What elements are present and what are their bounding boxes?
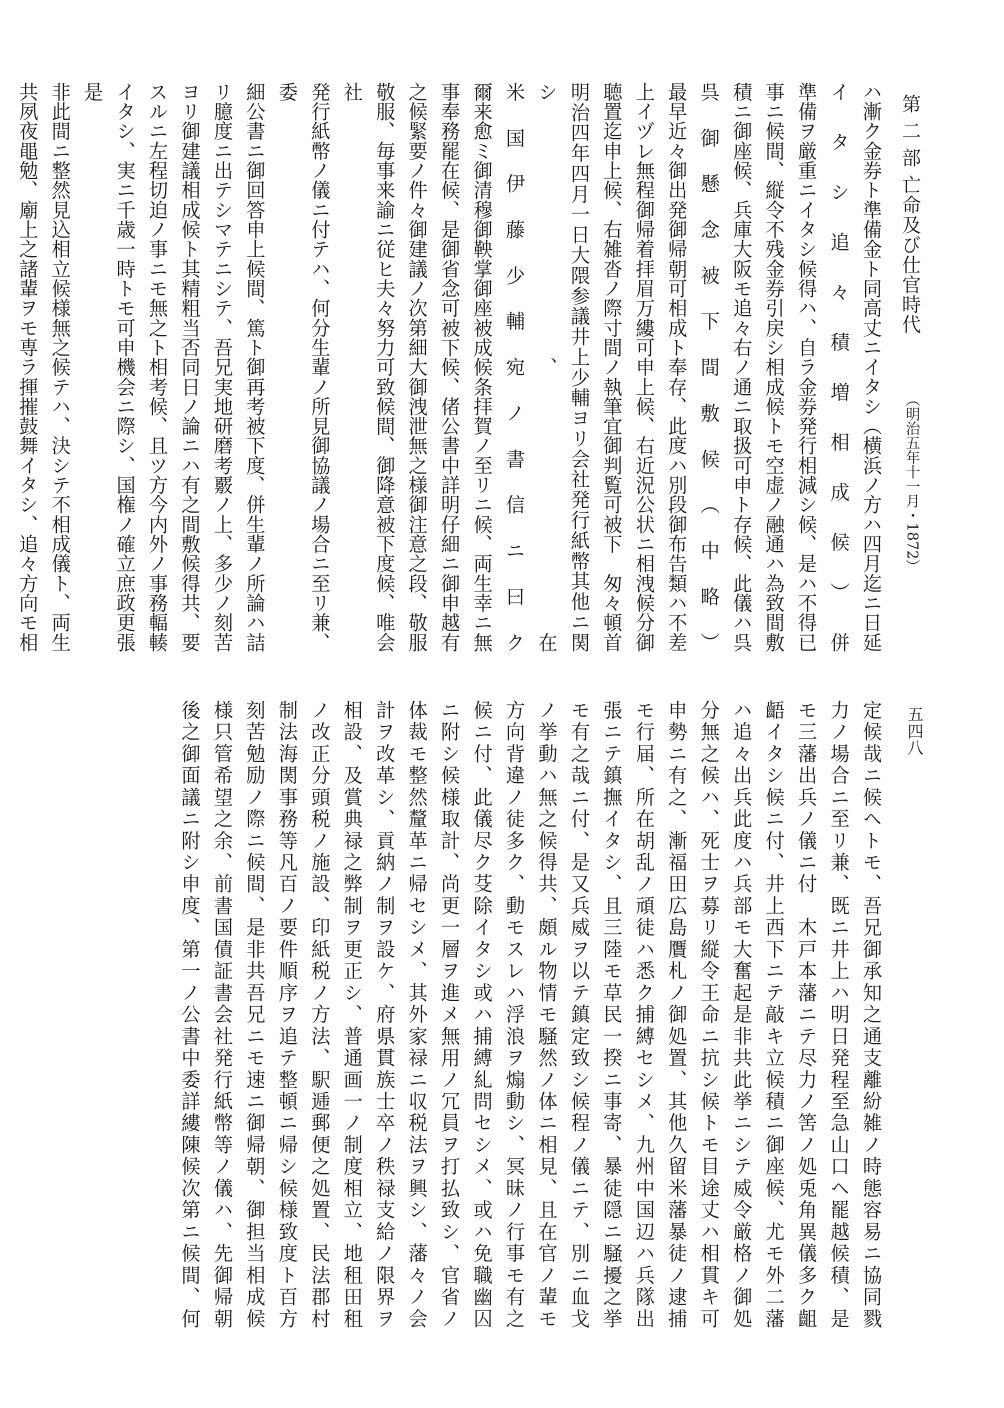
- lower-text-line: モ行届、所在胡乱ノ頑徒ハ悉ク捕縛セシメ、九州中国辺ハ兵隊出: [632, 700, 656, 1328]
- upper-text-line: 米国伊藤少輔宛ノ書信ニ曰ク: [503, 82, 527, 652]
- lower-text-line: 定候哉ニ候ヘトモ、吾兄御承知之通支離紛雑ノ時態容易ニ協同戮: [860, 700, 883, 1328]
- text-block-upper: [16, 82, 887, 652]
- lower-text-line: 相設、及賞典禄之弊制ヲ更正シ、普通画一ノ制度相立、地租田租: [340, 700, 364, 1328]
- lower-text-line: 申勢ニ有之、漸福田広島贋札ノ御処置、其他久留米藩暴徒ノ逮捕: [665, 700, 689, 1328]
- upper-text-line: リ臆度ニ出テシマテニシテ、吾兄実地研磨考覈ノ上、多少ノ刻苦: [210, 82, 234, 652]
- upper-text-line: 事奉務罷在候、是御省念可被下候、偖公書中詳明仔細ニ御申越有: [438, 82, 462, 652]
- upper-text-line: 呉御懸念被下間敷候（中略）: [697, 82, 721, 652]
- lower-text-line: 制法海関事務等凡百ノ要件順序ヲ追テ整頓ニ帰シ候様致度ト百方: [275, 700, 299, 1328]
- lower-text-line: ノ挙動ハ無之候得共、頗ル物情モ騒然ノ体ニ相見、且在官ノ輩モ: [535, 700, 559, 1328]
- lower-text-line: 齬イタシ候ニ付、井上西下ニテ敲キ立候積ニ御座候、尤モ外二藩: [762, 700, 786, 1328]
- lower-text-line: 力ノ場合ニ至リ兼、既ニ井上ハ明日発程至急山口ヘ罷越候積、是: [827, 700, 851, 1328]
- upper-text-line: 積ニ御座候、兵庫大阪モ追々右ノ通ニ取扱可申ト存候、此儀ハ呉: [730, 82, 754, 652]
- lower-text-line: ニ附シ候様取計、尚更一層ヲ進メ無用ノ冗員ヲ打払致シ、官省ノ: [438, 700, 462, 1328]
- lower-text-line: 候ニ付、此儀尽ク芟除イタシ或ハ捕縛糺問セシメ、或ハ免職幽囚: [470, 700, 494, 1328]
- lower-text-line: モ有之哉ニ付、是又兵威ヲ以テ鎮定致シ候程ノ儀ニテ、別ニ血戈: [567, 700, 591, 1328]
- lower-text-line: 刻苦勉励ノ際ニ候間、是非共吾兄ニモ速ニ御帰朝、御担当相成候: [243, 700, 267, 1328]
- upper-text-line: 明治四年四月一日大隈参議井上少輔ヨリ会社発行紙幣其他ニ関シ、在: [535, 82, 591, 652]
- lower-text-line: 計ヲ改革シ、貢納ノ制ヲ設ケ、府県貫族士卒ノ秩禄支給ノ限界ヲ: [373, 700, 397, 1328]
- lower-text-line: 張ニテ鎮撫イタシ、且三陸モ草民一揆ニ事寄、暴徒隠ニ騒擾之挙: [600, 700, 624, 1328]
- upper-text-line: 準備ヲ厳重ニイタシ候得ハ、自ラ金券発行相減シ候、是ハ不得已: [795, 82, 819, 652]
- lower-text-line: 様只管希望之余、前書国債証書会社発行紙幣等ノ儀ハ、先御帰朝: [210, 700, 234, 1328]
- upper-text-line: イタシ、実ニ千歳一時トモ可申機会ニ際シ、国権ノ確立庶政更張是: [81, 82, 137, 652]
- upper-text-line: 事ニ候間、縦令不残金券引戻シ相成候トモ空虚ノ融通ハ為致間敷: [762, 82, 786, 652]
- upper-text-line: 共夙夜黽勉、廟上之諸輩ヲモ専ラ揮摧鼓舞イタシ、追々方向モ相: [16, 82, 40, 652]
- upper-text-line: 聴置迄申上候、右雑沓ノ際寸間ノ執筆宜御判覧可被下 匆々頓首: [600, 82, 624, 652]
- upper-text-line: 爾来愈ミ御清穆御鞅掌御座被成候条拝賀ノ至リニ候、両生幸ニ無: [470, 82, 494, 652]
- upper-text-line: 最早近々御出発御帰朝可相成ト奉存、此度ハ別段御布告類ハ不差: [665, 82, 689, 652]
- upper-text-line: ヨリ御建議相成候ト其精粗当否同日ノ論ニハ有之間敷候得共、要: [178, 82, 202, 652]
- page-number: 五四八: [905, 706, 924, 757]
- upper-text-line: 上イヅレ無程御帰着拝眉万縷可申上候、右近況公状ニ相洩候分御: [632, 82, 656, 652]
- lower-text-line: 後之御面議ニ附シ申度、第一ノ公書中委詳縷陳候次第ニ候間、何: [178, 700, 202, 1328]
- text-block-lower: [87, 700, 887, 1328]
- running-head-era: （明治五年十一月・1872）: [903, 392, 920, 574]
- upper-text-line: 発行紙幣ノ儀ニ付テハ、何分生輩ノ所見御協議ノ場合ニ至リ兼、委: [275, 82, 332, 652]
- lower-text-line: ノ改正分頭税ノ施設、印紙税ノ方法、駅逓郵便之処置、民法郡村: [308, 700, 332, 1328]
- upper-text-line: スルニ左程切迫ノ事ニモ無之ト相考候、且ツ方今内外ノ事務輻輳: [146, 82, 170, 652]
- upper-text-line: 敬服、毎事来諭ニ従ヒ夫々努力可致候間、御降意被下度候、唯会社: [340, 82, 397, 652]
- lower-text-line: モ三藩出兵ノ儀ニ付 木戸本藩ニテ尽力ノ筈ノ処兎角異儀多ク齟: [795, 700, 819, 1328]
- upper-text-line: 之候緊要ノ件々御建議ノ次第細大御洩泄無之様御注意之段、敬服: [405, 82, 429, 652]
- upper-text-line: 細公書ニ御回答申上候間、篤ト御再考被下度、併生輩ノ所論ハ詰: [243, 82, 267, 652]
- lower-text-line: ハ追々出兵此度ハ兵部モ大奮起是非共此挙ニシテ威令厳格ノ御処: [730, 700, 754, 1328]
- upper-text-line: ハ漸ク金券ト準備金ト同高丈ニイタシ（横浜ノ方ハ四月迄ニ日延イタシ追々積増相成候）併: [827, 82, 883, 652]
- upper-text-line: 非此間ニ整然見込相立候様無之候テハ、決シテ不相成儀ト、両生: [48, 82, 72, 652]
- running-head-title: 第 二 部 亡命及び仕官時代: [899, 94, 921, 335]
- lower-text-line: 体裁モ整然釐革ニ帰セシメ、其外家禄ニ収税法ヲ興シ、藩々ノ会: [405, 700, 429, 1328]
- lower-text-line: 分無之候ハ、死士ヲ募リ縦令王命ニ抗シ候トモ目途丈ハ相貫キ可: [697, 700, 721, 1328]
- lower-text-line: 方向背違ノ徒多ク、動モスレハ浮浪ヲ煽動シ、冥昧ノ行事モ有之: [503, 700, 527, 1328]
